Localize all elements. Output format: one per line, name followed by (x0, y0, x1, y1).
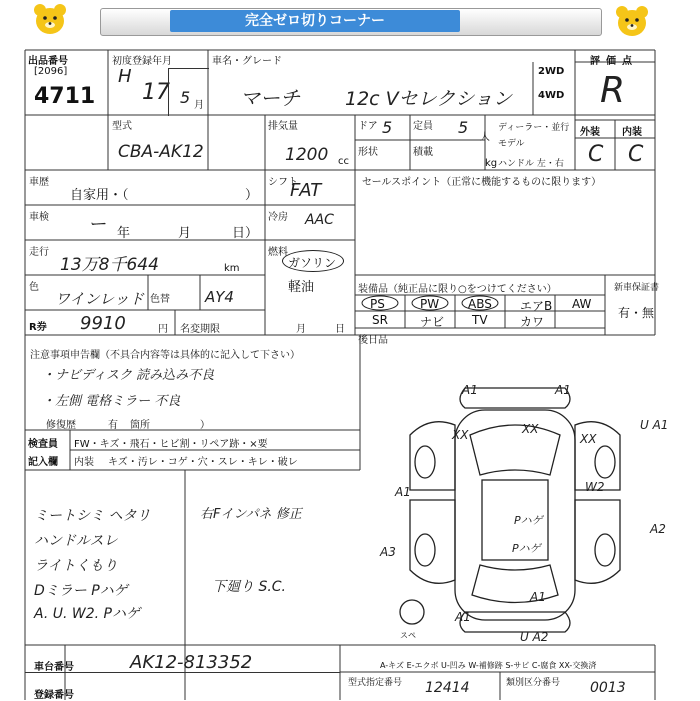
mark-a1-front-right: A1 (555, 383, 571, 397)
capacity-value: 5 (458, 118, 469, 137)
category-value: 0013 (590, 680, 626, 696)
inspection-day-unit: 日） (232, 226, 259, 241)
color-code: AY4 (205, 288, 234, 306)
mark-pハゲ-roof: Pハゲ (514, 514, 543, 527)
mileage-value: 13万8千644 (60, 255, 159, 275)
usage-label: 車歴 (29, 177, 49, 188)
equip-tv: TV (472, 313, 488, 327)
mark-a1-left: A1 (395, 485, 411, 499)
mark-pハゲ-rear: Pハゲ (512, 542, 541, 555)
lot-label: 出品番号 (28, 56, 68, 67)
bottom-divider (25, 672, 340, 673)
dealer-label: ディーラー・並行 (498, 123, 570, 133)
car-damage-diagram (370, 380, 660, 635)
remark-right-2: 下廻り S.C. (212, 579, 287, 595)
capacity-unit: 人 (480, 132, 490, 143)
ac-label: 冷房 (268, 212, 288, 223)
score-label: 評価点 (590, 56, 638, 67)
drive-4wd: 4WD (538, 90, 565, 101)
mileage-label: 走行 (29, 247, 49, 258)
capacity-label: 定員 (413, 121, 433, 132)
chassis-label: 車台番号 (34, 662, 74, 673)
drive-2wd: 2WD (538, 66, 565, 77)
equip-pw: PW (420, 297, 440, 311)
model-year-label: モデル (498, 139, 525, 149)
color-code-label: 色替 (150, 294, 170, 305)
lot-sub: [2096] (34, 66, 68, 77)
shape-label: 形状 (358, 147, 378, 158)
mark-xx-right: XX (580, 432, 597, 446)
car-name: マーチ (240, 86, 300, 110)
registration-month: 5 (180, 88, 191, 107)
doors-label: ドア (358, 121, 378, 132)
after-install-label: 後日品 (358, 335, 388, 346)
ac-value: AAC (305, 212, 334, 228)
sales-point-label: セールスポイント（正常に機能するものに限ります） (362, 177, 602, 188)
inspector-row2: キズ・汚レ・コゲ・穴・スレ・キレ・破レ (108, 457, 298, 468)
doors-value: 5 (382, 118, 393, 137)
recycle-value: 9910 (80, 313, 126, 334)
fuel-label: 燃料 (268, 247, 288, 258)
usage-value: 自家用・（ (70, 188, 129, 203)
remark-left-4: Dミラー Pハゲ (34, 583, 128, 599)
shift-value: FAT (290, 180, 322, 201)
name-change-day: 日 (335, 324, 345, 335)
mark-a2: A2 (650, 522, 666, 536)
remark-left-3: ライトくもり (34, 558, 118, 574)
fuel-value: ガソリン (288, 256, 337, 270)
equip-ps: PS (370, 297, 385, 311)
color-label: 色 (29, 282, 39, 293)
banner-title: 完全ゼロ切りコーナー (170, 10, 460, 32)
color-value: ワインレッド (55, 290, 145, 308)
recycle-unit: 円 (158, 324, 168, 335)
warranty-value: 有・無 (618, 306, 655, 320)
remark-left-1: ミートシミ ヘタリ (34, 508, 151, 524)
exterior-grade: C (588, 142, 604, 167)
mark-ua1: U A1 (640, 418, 669, 432)
inspection-value: ー (88, 214, 106, 235)
mark-a1-front-left: A1 (462, 383, 478, 397)
mark-xx-hood: XX (522, 422, 539, 436)
mark-spare: スペ (400, 631, 416, 640)
equip-aw: AW (572, 297, 592, 311)
inspection-label: 車検 (29, 212, 49, 223)
shift-label: シフト (268, 177, 298, 188)
inspector-label: 検査員 (28, 439, 58, 450)
inspector-row2-label: 内装 (74, 457, 94, 468)
repair-value: 有 (108, 420, 118, 431)
notes-label: 注意事項申告欄（不具合内容等は具体的に記入して下さい） (30, 350, 300, 361)
inspection-year-unit: 年 (117, 226, 131, 241)
name-change-label: 名変期限 (180, 324, 220, 335)
type-approval-value: 12414 (425, 680, 470, 696)
score-value: R (600, 70, 626, 111)
equip-navi: ナビ (420, 315, 445, 329)
equip-airbag: エアB (520, 299, 553, 313)
notes-line1: ・ナビディスク 読み込み不良 (42, 368, 215, 383)
equip-leather: カワ (520, 315, 545, 329)
mark-xx-left: XX (452, 428, 469, 442)
damage-legend: A-キズ E-エクボ U-凹み W-補修跡 S-サビ C-腐食 XX-交換済 (380, 661, 597, 670)
repair-close: ） (200, 420, 210, 431)
displacement-value: 1200 (285, 145, 329, 165)
interior-grade: C (628, 142, 644, 167)
registration-label: 初度登録年月 (112, 56, 172, 67)
car-name-label: 車名・グレード (212, 56, 282, 67)
registration-number-label: 登録番号 (34, 690, 74, 701)
mileage-unit: km (224, 263, 240, 274)
displacement-unit: cc (338, 156, 349, 167)
remark-left-5: A. U. W2. Pハゲ (34, 606, 140, 622)
interior-label: 内装 (622, 127, 642, 138)
mark-a1-rear: A1 (530, 590, 546, 604)
remark-left-2: ハンドルスレ (34, 533, 118, 549)
registration-era: H (118, 66, 132, 87)
chassis-value: AK12-813352 (130, 652, 253, 673)
repair-label: 修復歴 (46, 420, 76, 431)
mark-ua2: U A2 (520, 630, 549, 644)
handle-label: ハンドル 左・右 (498, 159, 564, 169)
mark-a1-rear-left: A1 (455, 610, 471, 624)
lot-number: 4711 (34, 84, 96, 109)
exterior-label: 外装 (580, 127, 600, 138)
category-label: 類別区分番号 (506, 678, 561, 688)
type-approval-label: 型式指定番号 (348, 678, 403, 688)
recycle-label: R券 (29, 322, 47, 333)
registration-month-unit: 月 (194, 100, 204, 111)
mark-w2: W2 (585, 480, 605, 494)
mark-a3: A3 (380, 545, 396, 559)
usage-close: ） (245, 188, 259, 203)
model-value: CBA-AK12 (118, 142, 204, 162)
equip-sr: SR (372, 313, 388, 327)
inspector-row1: FW・キズ・飛石・ヒビ割・リペア跡・×要 (74, 439, 268, 450)
loading-unit: kg (485, 158, 498, 169)
remark-right-1: 右Fインパネ 修正 (200, 507, 302, 522)
equip-abs: ABS (468, 297, 492, 311)
notes-line2: ・左側 電格ミラー 不良 (42, 394, 181, 409)
repair-place: 箇所 (130, 420, 150, 431)
car-grade: 12c Vセレクション (345, 88, 512, 110)
equipment-label: 装備品（純正品に限り○をつけてください） (358, 284, 557, 295)
registration-box (168, 68, 209, 116)
inspection-month-unit: 月 (178, 226, 192, 241)
fuel-other: 軽油 (288, 280, 315, 295)
loading-label: 積載 (413, 147, 433, 158)
registration-year: 17 (142, 80, 170, 105)
model-label: 型式 (112, 121, 132, 132)
warranty-label: 新車保証書 (614, 283, 660, 293)
displacement-label: 排気量 (268, 121, 298, 132)
name-change-month: 月 (296, 324, 306, 335)
inspector-entry-label: 記入欄 (28, 457, 58, 468)
